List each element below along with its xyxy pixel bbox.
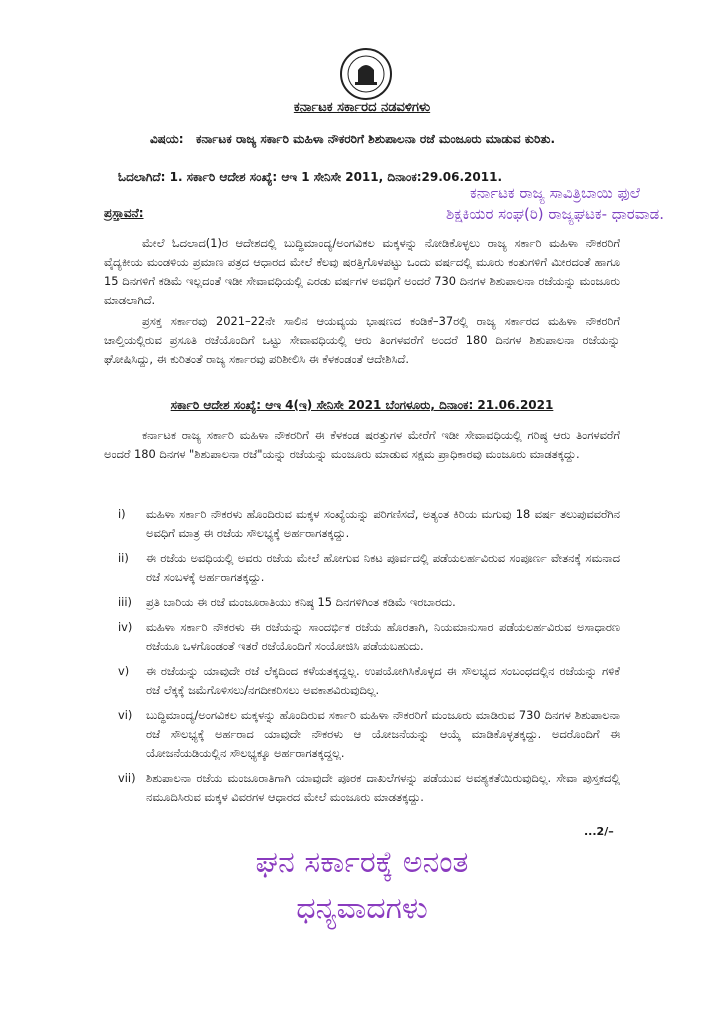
condition-item: [118, 662, 620, 700]
condition-item: [118, 549, 620, 587]
condition-number: iii): [118, 595, 132, 609]
condition-number: iv): [118, 620, 133, 634]
condition-text: ಶಿಶುಪಾಲನಾ ರಜೆಯ ಮಂಜೂರಾತಿಗಾಗಿ ಯಾವುದೇ ಪೂರಕ ದಾಖಲೆಗಳನ್ನು ಪಡೆಯುವ ಅವಶ್ಯಕತೆಯಿರುವುದಿಲ್ಲ. ಸೇವಾ ಪುಸ್ತಕದಲ್ಲಿ ನಮೂದಿಸಿರುವ ಮಕ್ಕಳ ವಿವರಗಳ ಆಧಾರದ ಮೇಲೆ ಮಂಜೂರು ಮಾಡತಕ್ಕದ್ದು.: [146, 771, 620, 804]
condition-text: ಈ ರಜೆಯನ್ನು ಯಾವುದೇ ರಜೆ ಲೆಕ್ಕದಿಂದ ಕಳೆಯತಕ್ಕದ್ದಲ್ಲ. ಉಪಯೋಗಿಸಿಕೊಳ್ಳದ ಈ ಸೌಲಭ್ಯದ ಸಂಬಂಧದಲ್ಲಿನ ರಜೆಯನ್ನು ಗಳಿಕೆ ರಜೆ ಲೆಕ್ಕಕ್ಕೆ ಜಮೆಗೊಳಿಸಲು/ನಗದೀಕರಿಸಲು ಅವಕಾಶವಿರುವುದಿಲ್ಲ.: [146, 664, 620, 697]
condition-number: vii): [118, 771, 136, 785]
conditions-list: [118, 505, 620, 813]
page-continuation-marker: ...2/–: [584, 825, 614, 838]
condition-number: v): [118, 664, 130, 678]
condition-number: i): [118, 507, 126, 521]
preamble-heading: ಪ್ರಸ್ತಾವನೆ:: [104, 206, 144, 220]
condition-item: [118, 769, 620, 807]
association-stamp: [395, 183, 715, 225]
condition-item: [118, 593, 620, 612]
office-title: ಕರ್ನಾಟಕ ಸರ್ಕಾರದ ನಡವಳಿಗಳು: [293, 100, 431, 115]
thanks-line-1: ಘನ ಸರ್ಕಾರಕ್ಕೆ ಅನಂತ: [255, 845, 469, 880]
condition-text: ಮಹಿಳಾ ಸರ್ಕಾರಿ ನೌಕರಳು ಈ ರಜೆಯನ್ನು ಸಾಂದರ್ಭಿಕ ರಜೆಯ ಹೊರತಾಗಿ, ನಿಯಮಾನುಸಾರ ಪಡೆಯಲರ್ಹವಿರುವ ಅಸಾಧಾರಣ ರಜೆಯೂ ಒಳಗೊಂಡಂತೆ ಇತರೆ ರಜೆಯೊಂದಿಗೆ ಸಂಯೋಜಿಸಿ ಪಡೆಯಬಹುದು.: [146, 620, 620, 653]
stamp-line-2: ಶಿಕ್ಷಕಿಯರ ಸಂಘ(ರಿ) ರಾಜ್ಯಘಟಕ- ಧಾರವಾಡ.: [446, 205, 664, 223]
condition-text: ಪ್ರತಿ ಬಾರಿಯ ಈ ರಜೆ ಮಂಜೂರಾತಿಯು ಕನಿಷ್ಠ 15 ದಿನಗಳಿಗಿಂತ ಕಡಿಮೆ ಇರಬಾರದು.: [146, 595, 456, 609]
condition-text: ಈ ರಜೆಯ ಅವಧಿಯಲ್ಲಿ ಅವರು ರಜೆಯ ಮೇಲೆ ಹೋಗುವ ನಿಕಟ ಪೂರ್ವದಲ್ಲಿ ಪಡೆಯಲರ್ಹವಿರುವ ಸಂಪೂರ್ಣ ವೇತನಕ್ಕೆ ಸಮನಾದ ರಜೆ ಸಂಬಳಕ್ಕೆ ಅರ್ಹರಾಗತಕ್ಕದ್ದು.: [146, 551, 620, 584]
condition-text: ಬುದ್ಧಿಮಾಂದ್ಯ/ಅಂಗವಿಕಲ ಮಕ್ಕಳನ್ನು ಹೊಂದಿರುವ ಸರ್ಕಾರಿ ಮಹಿಳಾ ನೌಕರರಿಗೆ ಮಂಜೂರು ಮಾಡಿರುವ 730 ದಿನಗಳ ಶಿಶುಪಾಲನಾ ರಜೆ ಸೌಲಭ್ಯಕ್ಕೆ ಅರ್ಹರಾದ ಯಾವುದೇ ನೌಕರಳು ಆ ಯೋಜನೆಯನ್ನು ಆಯ್ಕೆ ಮಾಡಿಕೊಳ್ಳತಕ್ಕದ್ದು. ಅದರೊಂದಿಗೆ ಈ ಯೋಜನೆಯಡಿಯಲ್ಲಿನ ಸೌಲಭ್ಯಕ್ಕೂ ಅರ್ಹರಾಗತಕ್ಕದ್ದಲ್ಲ.: [146, 708, 620, 760]
thanks-line-2: ಧನ್ಯವಾದಗಳು: [296, 891, 428, 926]
condition-number: ii): [118, 551, 129, 565]
paragraph-3: ಕರ್ನಾಟಕ ರಾಜ್ಯ ಸರ್ಕಾರಿ ಮಹಿಳಾ ನೌಕರರಿಗೆ ಈ ಕೆಳಕಂಡ ಷರತ್ತುಗಳ ಮೇರೆಗೆ ಇಡೀ ಸೇವಾವಧಿಯಲ್ಲಿ ಗರಿಷ್ಠ ಆರು ತಿಂಗಳವರೆಗೆ ಅಂದರೆ 180 ದಿನಗಳ "ಶಿಶುಪಾಲನಾ ರಜೆ"ಯನ್ನು ರಜೆಯನ್ನು ಮಂಜೂರು ಮಾಡುವ ಸಕ್ಷಮ ಪ್ರಾಧಿಕಾರವು ಮಂಜೂರು ಮಾಡತಕ್ಕದ್ದು.: [104, 428, 620, 461]
paragraph-1: ಮೇಲೆ ಓದಲಾದ(1)ರ ಆದೇಶದಲ್ಲಿ ಬುದ್ಧಿಮಾಂದ್ಯ/ಅಂಗವಿಕಲ ಮಕ್ಕಳನ್ನು ನೋಡಿಕೊಳ್ಳಲು ರಾಜ್ಯ ಸರ್ಕಾರಿ ಮಹಿಳಾ ನೌಕರರಿಗೆ ವೈದ್ಯಕೀಯ ಮಂಡಳಿಯ ಪ್ರಮಾಣ ಪತ್ರದ ಆಧಾರದ ಮೇಲೆ ಕೆಲವು ಷರತ್ತಿಗೊಳಪಟ್ಟು ಒಂದು ವರ್ಷದಲ್ಲಿ ಮೂರು ಕಂತುಗಳಿಗೆ ಮೀರದಂತೆ ಹಾಗೂ 15 ದಿನಗಳಿಗೆ ಕಡಿಮೆ ಇಲ್ಲದಂತೆ ಇಡೀ ಸೇವಾವಧಿಯಲ್ಲಿ ಎರಡು ವರ್ಷಗಳ ಅವಧಿಗೆ ಅಂದರೆ 730 ದಿನಗಳ ಶಿಶುಪಾಲನಾ ರಜೆಯನ್ನು ಮಂಜೂರು ಮಾಡಲಾಗಿದೆ.: [104, 236, 620, 307]
condition-item: [118, 618, 620, 656]
reference-line: ಓದಲಾಗಿದೆ: 1. ಸರ್ಕಾರಿ ಆದೇಶ ಸಂಖ್ಯೆ: ಆಇ 1 ಸೇನಿಸೇ 2011, ದಿನಾಂಕ:29.06.2011.: [118, 170, 502, 184]
paragraph-2: ಪ್ರಸಕ್ತ ಸರ್ಕಾರವು 2021–22ನೇ ಸಾಲಿನ ಆಯವ್ಯಯ ಭಾಷಣದ ಕಂಡಿಕೆ–37ರಲ್ಲಿ ರಾಜ್ಯ ಸರ್ಕಾರದ ಮಹಿಳಾ ನೌಕರರಿಗೆ ಚಾಲ್ತಿಯಲ್ಲಿರುವ ಪ್ರಸೂತಿ ರಜೆಯೊಂದಿಗೆ ಒಟ್ಟು ಸೇವಾವಧಿಯಲ್ಲಿ ಆರು ತಿಂಗಳವರೆಗೆ ಅಂದರೆ 180 ದಿನಗಳ ಶಿಶುಪಾಲನಾ ರಜೆಯನ್ನು ಘೋಷಿಸಿದ್ದು, ಈ ಕುರಿತಂತೆ ರಾಜ್ಯ ಸರ್ಕಾರವು ಪರಿಶೀಲಿಸಿ ಈ ಕೆಳಕಂಡಂತೆ ಆದೇಶಿಸಿದೆ.: [104, 314, 620, 366]
order-heading: ಸರ್ಕಾರಿ ಆದೇಶ ಸಂಖ್ಯೆ: ಆಇ 4(ಇ) ಸೇನಿಸೇ 2021 ಬೆಂಗಳೂರು, ದಿನಾಂಕ: 21.06.2021: [170, 398, 554, 412]
thanks-message: [0, 840, 724, 932]
subject: [150, 130, 620, 149]
condition-item: [118, 706, 620, 763]
subject-text: ಕರ್ನಾಟಕ ರಾಜ್ಯ ಸರ್ಕಾರಿ ಮಹಿಳಾ ನೌಕರರಿಗೆ ಶಿಶುಪಾಲನಾ ರಜೆ ಮಂಜೂರು ಮಾಡುವ ಕುರಿತು.: [196, 132, 556, 146]
condition-text: ಮಹಿಳಾ ಸರ್ಕಾರಿ ನೌಕರಳು ಹೊಂದಿರುವ ಮಕ್ಕಳ ಸಂಖ್ಯೆಯನ್ನು ಪರಿಗಣಿಸದೆ, ಅತ್ಯಂತ ಕಿರಿಯ ಮಗುವು 18 ವರ್ಷ ತಲುಪುವವರೆಗಿನ ಅವಧಿಗೆ ಮಾತ್ರ ಈ ರಜೆಯ ಸೌಲಭ್ಯಕ್ಕೆ ಅರ್ಹರಾಗತಕ್ಕದ್ದು.: [146, 507, 620, 540]
stamp-line-1: ಕರ್ನಾಟಕ ರಾಜ್ಯ ಸಾವಿತ್ರಿಬಾಯಿ ಫುಲೆ: [469, 184, 641, 202]
condition-number: vi): [118, 708, 133, 722]
subject-label: ವಿಷಯ:: [150, 132, 184, 146]
condition-item: [118, 505, 620, 543]
government-emblem-icon: [338, 46, 394, 102]
